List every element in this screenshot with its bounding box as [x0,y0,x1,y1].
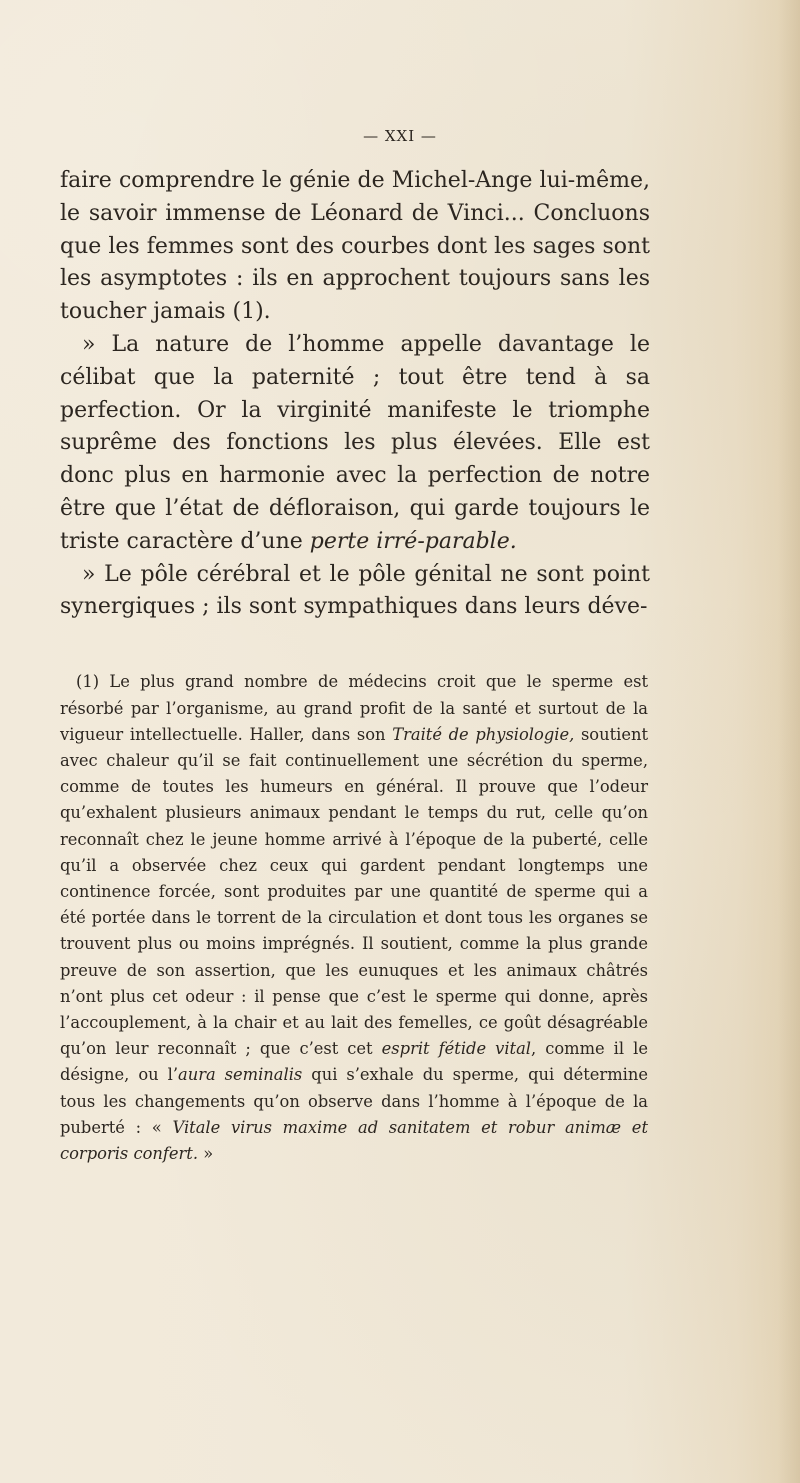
main-paragraph-2-italic: perte irré-parable. [309,528,517,554]
footnote-italic-1: Traité de physiologie, [392,724,575,744]
main-paragraph-2 [60,329,650,559]
footnote-italic-4: Vitale virus maxime ad sanitatem et robur animæ et corporis confert. [60,1117,648,1163]
page-number: — XXI — [363,127,437,145]
main-paragraph-1: faire comprendre le génie de Michel-Ange lui-même, le savoir immense de Léonard de Vinci... Concluons que les femmes sont des courbes dont les sages sont les asymptotes : ils en approchent toujours sans les toucher jamais (1). [60,168,650,325]
footnote-text-1: (1) Le plus grand nombre de médecins croit que le sperme est résorbé par l’organisme, au grand profit de la santé et surtout de la vigueur intellectuelle. Haller, dans son [60,672,648,744]
footnote-text-2: soutient avec chaleur qu’il se fait continuellement une sécrétion du sperme, comme de toutes les humeurs en général. Il prouve que l’odeur qu’exhalent plusieurs animaux pendant le temps du rut, celle qu’on reconnaît chez le jeune homme arrivé à l’époque de la puberté, celle qu’il a observée chez ceux qui gardent pendant longtemps une continence forcée, sont produites par une quantité de sperme qui a été portée dans le torrent de la circulation et dont tous les organes se trouvent plus ou moins imprégnés. Il soutient, comme la plus grande preuve de son assertion, que les eunuques et les animaux châtrés n’ont plus cet odeur : il pense que c’est le sperme qui donne, après l’accouplement, à la chair et au lait des femelles, ce goût désagréable qu’on leur reconnaît ; que c’est cet [60,724,648,1059]
footnote-block [60,653,648,1183]
footnote-text-4: qui s’exhale du sperme, qui détermine tous les changements qu’on observe dans l’homme à l’époque de la puberté : « [60,1065,648,1137]
footnote-italic-3: aura seminalis [178,1065,303,1085]
main-paragraph-2-text: » La nature de l’homme appelle davantage le célibat que la paternité ; tout être tend à sa perfection. Or la virginité manifeste le triomphe suprême des fonctions les plus élevées. Elle est donc plus en harmonie avec la perfection de notre être que l’état de défloraison, qui garde toujours le triste caractère d’une [60,331,650,554]
page-edge-shadow [778,0,800,1483]
main-text-block [60,165,650,624]
footnote-paragraph [60,669,648,1167]
footnote-text-3: , comme il le désigne, ou l’ [60,1039,648,1085]
main-paragraph-3: » Le pôle cérébral et le pôle génital ne sont point synergiques ; ils sont sympathiques dans leurs déve- [60,561,650,620]
footnote-italic-2: esprit fétide vital [381,1039,531,1059]
footnote-text-5: » [203,1143,214,1163]
